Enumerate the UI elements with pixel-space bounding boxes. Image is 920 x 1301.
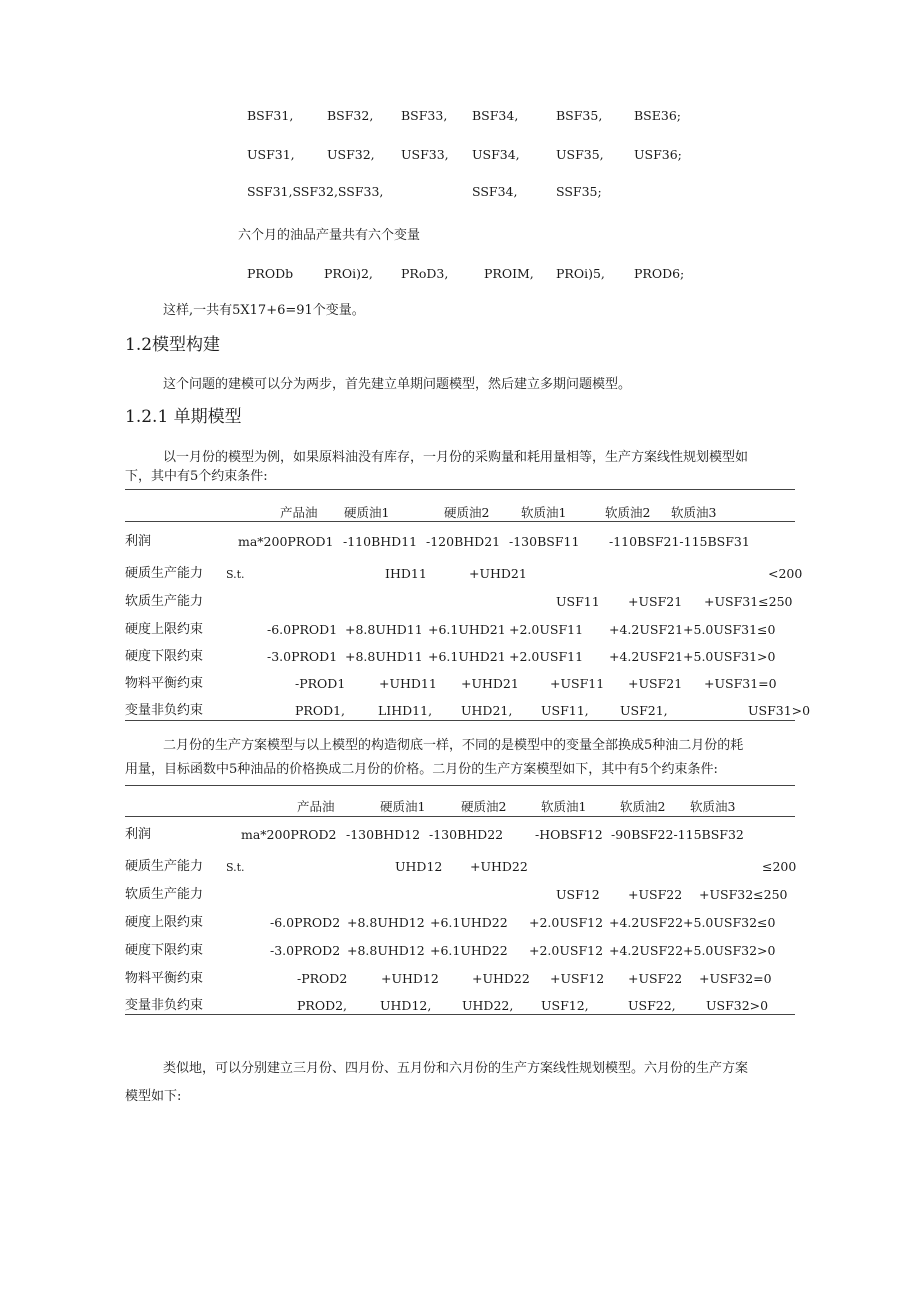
- table-cell: UHD12,: [380, 998, 432, 1013]
- table-row-label: 软质生产能力: [125, 887, 204, 902]
- table-cell: +6.1UHD22: [430, 915, 508, 930]
- table-cell: UHD21,: [461, 703, 513, 718]
- table-header-cell: 硬质油1: [380, 799, 426, 814]
- table-cell: +2.0USF11: [509, 622, 584, 637]
- var-cell: PROi)5,: [556, 266, 605, 281]
- table-bottom-rule: [125, 1014, 795, 1015]
- table-cell: -130BHD22: [429, 827, 504, 842]
- table-row-label: 硬度下限约束: [125, 649, 204, 664]
- table-cell: ma*200PROD2: [241, 827, 337, 842]
- table-cell: +2.0USF12: [529, 943, 604, 958]
- model-paragraph: 这个问题的建模可以分为两步，首先建立单期问题模型，然后建立多期问题模型。: [163, 377, 632, 392]
- table-cell: -110BSF21-115BSF31: [609, 534, 750, 549]
- table-cell: LIHD11,: [378, 703, 433, 718]
- var-cell: SSF34,: [472, 184, 518, 199]
- table-cell: -6.0PROD2: [270, 915, 341, 930]
- table-cell: USF12,: [541, 998, 589, 1013]
- table-bottom-rule: [125, 720, 795, 721]
- table-top-rule: [125, 489, 795, 490]
- table-cell: +8.8UHD12: [347, 943, 425, 958]
- table-cell: +2.0USF12: [529, 915, 604, 930]
- table-top-rule: [125, 785, 795, 786]
- table-cell: +4.2USF21+5.0USF31>0: [609, 649, 776, 664]
- var-cell: USF34,: [472, 147, 520, 162]
- table-row-label: 物料平衡约束: [125, 971, 204, 986]
- table-cell: +8.8UHD11: [345, 622, 423, 637]
- var-cell: PROIM,: [484, 266, 534, 281]
- var-cell: USF36;: [634, 147, 682, 162]
- table-header-rule: [125, 816, 795, 817]
- table-cell: -90BSF22-115BSF32: [611, 827, 744, 842]
- table-cell: +6.1UHD21: [428, 622, 506, 637]
- table-row-label: 硬度下限约束: [125, 943, 204, 958]
- var-cell: USF31,: [247, 147, 295, 162]
- table-cell: -110BHD11: [343, 534, 418, 549]
- var-cell: BSF33,: [401, 108, 448, 123]
- table-row-label: 软质生产能力: [125, 594, 204, 609]
- table-cell: +USF32≤250: [699, 887, 788, 902]
- var-cell: PROD6;: [634, 266, 685, 281]
- table-cell: USF21,: [620, 703, 668, 718]
- table-cell: +UHD12: [381, 971, 439, 986]
- table-cell: S.t.: [226, 861, 245, 874]
- var-cell: USF33,: [401, 147, 449, 162]
- table-cell: USF22,: [628, 998, 676, 1013]
- table-header-cell: 产品油: [280, 505, 318, 520]
- table-header-cell: 硬质油1: [344, 505, 390, 520]
- section-heading-1-2-1: 1.2.1 单期模型: [125, 407, 242, 427]
- table-cell: +UHD22: [472, 971, 530, 986]
- var-cell: BSF31,: [247, 108, 294, 123]
- table-header-cell: 软质油2: [620, 799, 666, 814]
- table-row-label: 硬质生产能力: [125, 859, 204, 874]
- var-cell: USF35,: [556, 147, 604, 162]
- table-cell: -3.0PROD2: [270, 943, 341, 958]
- table-cell: USF31>0: [748, 703, 811, 718]
- table-cell: -120BHD21: [426, 534, 501, 549]
- table-cell: ma*200PROD1: [238, 534, 334, 549]
- table-row-label: 利润: [125, 827, 152, 842]
- similar-paragraph-line-2: 模型如下:: [125, 1089, 182, 1104]
- table-header-cell: 软质油3: [671, 505, 717, 520]
- table-row-label: 硬质生产能力: [125, 566, 204, 581]
- var-cell: BSF32,: [327, 108, 374, 123]
- var-cell: PRODb: [247, 266, 294, 281]
- table-header-cell: 软质油1: [521, 505, 567, 520]
- table-cell: +2.0USF11: [509, 649, 584, 664]
- table-cell: -PROD2: [297, 971, 348, 986]
- table-cell: -130BHD12: [346, 827, 421, 842]
- table-cell: IHD11: [385, 566, 427, 581]
- table-cell: -130BSF11: [509, 534, 580, 549]
- february-paragraph-line-2: 用量，目标函数中5种油品的价格换成二月份的价格。二月份的生产方案模型如下，其中有5个约束条件:: [125, 762, 718, 777]
- table-cell: <200: [768, 566, 803, 581]
- table-cell: PROD2,: [297, 998, 348, 1013]
- table-cell: +UHD21: [469, 566, 527, 581]
- table-cell: +USF21: [628, 594, 683, 609]
- table-cell: +8.8UHD12: [347, 915, 425, 930]
- february-paragraph-line-1: 二月份的生产方案模型与以上模型的构造彻底一样，不同的是模型中的变量全部换成5种油二月份的耗: [163, 738, 744, 753]
- var-cell: BSF34,: [472, 108, 519, 123]
- table-cell: +USF31=0: [704, 676, 777, 691]
- var-cell: PROi)2,: [324, 266, 373, 281]
- table-cell: +4.2USF22+5.0USF32>0: [609, 943, 776, 958]
- table-cell: -3.0PROD1: [267, 649, 338, 664]
- table-row-label: 物料平衡约束: [125, 676, 204, 691]
- table-cell: -HOBSF12: [535, 827, 603, 842]
- table-header-cell: 软质油3: [690, 799, 736, 814]
- table-cell: +USF21: [628, 676, 683, 691]
- table-cell: UHD22,: [462, 998, 514, 1013]
- table-cell: +USF22: [628, 971, 683, 986]
- table-row-label: 变量非负约束: [125, 703, 204, 718]
- table-row-label: 利润: [125, 534, 152, 549]
- table-cell: +USF32=0: [699, 971, 772, 986]
- table-header-cell: 软质油2: [605, 505, 651, 520]
- total-variables-line: 这样,一共有5X17+6=91个变量。: [163, 303, 365, 318]
- prod-intro: 六个月的油品产量共有六个变量: [238, 228, 421, 243]
- table-cell: PROD1,: [295, 703, 346, 718]
- var-cell: USF32,: [327, 147, 375, 162]
- var-cell: SSF35;: [556, 184, 602, 199]
- table-header-cell: 硬质油2: [444, 505, 490, 520]
- section-heading-1-2: 1.2模型构建: [125, 335, 221, 355]
- table-cell: USF32>0: [706, 998, 769, 1013]
- table-row-label: 硬度上限约束: [125, 622, 204, 637]
- table-row-label: 变量非负约束: [125, 998, 204, 1013]
- table-cell: -6.0PROD1: [267, 622, 338, 637]
- table-header-rule: [125, 521, 795, 522]
- table-cell: USF12: [556, 887, 600, 902]
- table-cell: +UHD22: [470, 859, 528, 874]
- table-cell: USF11,: [541, 703, 589, 718]
- var-cell: SSF31,SSF32,SSF33,: [247, 184, 384, 199]
- table-cell: ≤200: [762, 859, 797, 874]
- var-cell: PRoD3,: [401, 266, 449, 281]
- table-cell: -PROD1: [295, 676, 346, 691]
- table-cell: +UHD11: [379, 676, 437, 691]
- table-header-cell: 硬质油2: [461, 799, 507, 814]
- var-cell: BSF35,: [556, 108, 603, 123]
- similar-paragraph-line-1: 类似地，可以分别建立三月份、四月份、五月份和六月份的生产方案线性规划模型。六月份的生产方案: [163, 1061, 749, 1076]
- table-header-cell: 产品油: [297, 799, 335, 814]
- single-period-paragraph-line-1: 以一月份的模型为例，如果原料油没有库存，一月份的采购量和耗用量相等，生产方案线性规划模型如: [163, 450, 749, 465]
- single-period-paragraph-line-2: 下，其中有5个约束条件:: [125, 469, 268, 484]
- table-header-cell: 软质油1: [541, 799, 587, 814]
- var-cell: BSE36;: [634, 108, 681, 123]
- table-cell: UHD12: [395, 859, 443, 874]
- table-cell: S.t.: [226, 568, 245, 581]
- table-cell: +UHD21: [461, 676, 519, 691]
- table-cell: +4.2USF21+5.0USF31≤0: [609, 622, 776, 637]
- table-cell: +8.8UHD11: [345, 649, 423, 664]
- table-cell: USF11: [556, 594, 600, 609]
- table-cell: +6.1UHD22: [430, 943, 508, 958]
- table-cell: +4.2USF22+5.0USF32≤0: [609, 915, 776, 930]
- table-row-label: 硬度上限约束: [125, 915, 204, 930]
- table-cell: +USF11: [550, 676, 605, 691]
- table-cell: +USF31≤250: [704, 594, 793, 609]
- table-cell: +USF12: [550, 971, 605, 986]
- table-cell: +6.1UHD21: [428, 649, 506, 664]
- table-cell: +USF22: [628, 887, 683, 902]
